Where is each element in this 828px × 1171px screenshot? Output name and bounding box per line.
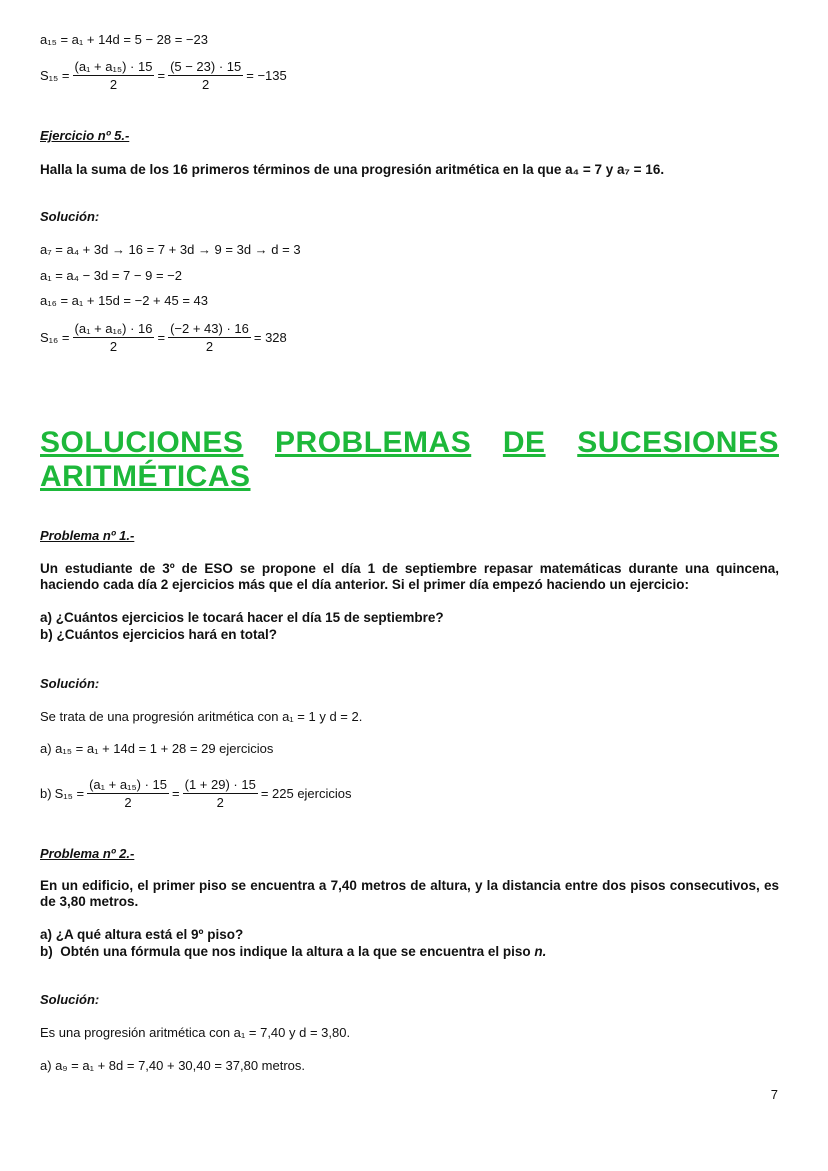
denominator: 2 <box>202 77 210 92</box>
problem-heading: Problema nº 1.- <box>40 528 135 543</box>
fraction <box>168 58 243 93</box>
fraction <box>73 320 155 355</box>
question-b <box>40 944 546 959</box>
denominator: 2 <box>205 339 214 354</box>
title-word: SOLUCIONES <box>40 426 244 459</box>
title-word: SUCESIONES <box>577 426 779 459</box>
solution-intro: Se trata de una progresión aritmética con a₁ = 1 y d = 2. <box>40 709 363 724</box>
eq-s15-top <box>40 58 287 93</box>
eq-s16 <box>40 320 287 355</box>
answer-a: a) a₁₅ = a₁ + 14d = 1 + 28 = 29 ejercicios <box>40 741 274 756</box>
s15-lhs: S₁₅ = <box>40 68 70 83</box>
question-b: b) ¿Cuántos ejercicios hará en total? <box>40 627 278 642</box>
numerator: (a₁ + a₁₅) · 15 <box>89 777 168 792</box>
title-word: DE <box>502 426 546 459</box>
equals: = <box>157 330 166 345</box>
numerator: (5 − 23) · 15 <box>170 59 242 74</box>
question-b-variable: n. <box>534 944 547 959</box>
equals: = <box>157 68 166 83</box>
numerator: (1 + 29) · 15 <box>184 777 256 792</box>
exercise-statement: Halla la suma de los 16 primeros términos de una progresión aritmética en la que a₄ = 7 y a₇ = 16. <box>40 162 665 177</box>
numerator: (−2 + 43) · 16 <box>170 321 249 336</box>
fraction <box>183 776 258 811</box>
question-b-text: b) Obtén una fórmula que nos indique la altura a la que se encuentra el piso <box>40 944 535 959</box>
eq-a15: a₁₅ = a₁ + 14d = 5 − 28 = −23 <box>40 32 208 47</box>
solution-label: Solución: <box>40 992 100 1007</box>
title-word: PROBLEMAS <box>275 426 472 459</box>
equals: = <box>172 786 180 801</box>
eq-line: a₁₆ = a₁ + 15d = −2 + 45 = 43 <box>40 293 208 308</box>
question-a: a) ¿A qué altura está el 9º piso? <box>40 927 244 942</box>
result: = 328 <box>253 330 287 345</box>
numerator: (a₁ + a₁₆) · 16 <box>74 321 153 336</box>
answer-b-label: b) <box>40 786 52 801</box>
answer-b <box>40 776 352 811</box>
fraction <box>73 58 155 93</box>
title-line2: ARITMÉTICAS <box>40 460 251 493</box>
denominator: 2 <box>216 795 224 810</box>
solution-label: Solución: <box>40 209 100 224</box>
question-a: a) ¿Cuántos ejercicios le tocará hacer el día 15 de septiembre? <box>40 610 444 625</box>
page-number: 7 <box>770 1087 778 1102</box>
s16-lhs: S₁₆ = <box>40 330 70 345</box>
solution-intro: Es una progresión aritmética con a₁ = 7,40 y d = 3,80. <box>40 1025 351 1040</box>
result: = 225 ejercicios <box>260 786 352 801</box>
problem-statement: Un estudiante de 3º de ESO se propone el día 1 de septiembre repasar matemáticas durante una quincena, haciendo cada día 2 ejercicios más que el día anterior. Si el primer día empezó haciendo un ejercicio: <box>40 561 779 592</box>
denominator: 2 <box>124 795 132 810</box>
section-title <box>40 426 779 494</box>
eq-line: a₁ = a₄ − 3d = 7 − 9 = −2 <box>40 268 182 283</box>
answer-a: a) a₉ = a₁ + 8d = 7,40 + 30,40 = 37,80 metros. <box>40 1058 306 1073</box>
numerator: (a₁ + a₁₅) · 15 <box>74 59 153 74</box>
fraction <box>87 776 169 811</box>
fraction <box>168 320 251 355</box>
s15-lhs: S₁₅ = <box>54 786 85 801</box>
denominator: 2 <box>109 339 118 354</box>
solution-label: Solución: <box>40 676 100 691</box>
result: = −135 <box>246 68 287 83</box>
denominator: 2 <box>109 77 118 92</box>
exercise-heading: Ejercicio nº 5.- <box>40 128 130 143</box>
eq-line: a₇ = a₄ + 3d → 16 = 7 + 3d → 9 = 3d → d = 3 <box>40 242 301 257</box>
problem-statement: En un edificio, el primer piso se encuentra a 7,40 metros de altura, y la distancia entre dos pisos consecutivos, es de 3,80 metros. <box>40 878 779 909</box>
problem-heading: Problema nº 2.- <box>40 846 135 861</box>
